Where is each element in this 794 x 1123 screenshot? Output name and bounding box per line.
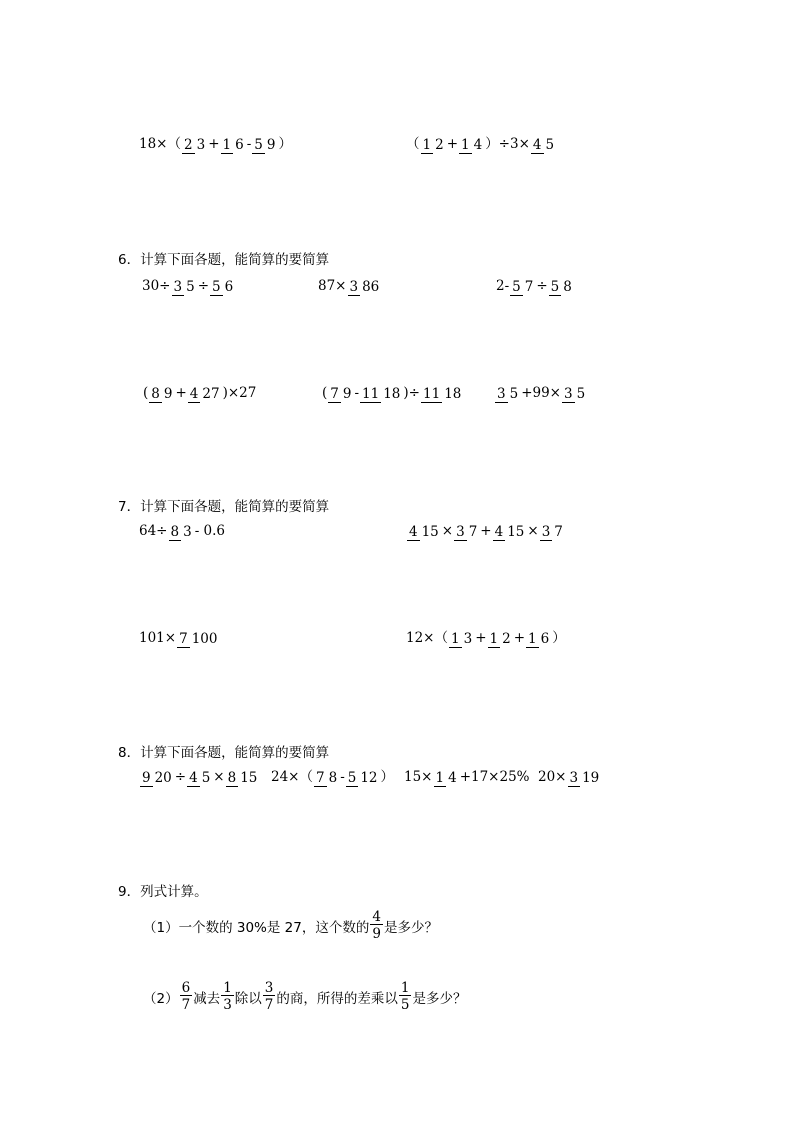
- fraction: [149, 387, 174, 401]
- fraction: [180, 981, 193, 1012]
- expr-text: )×27: [222, 385, 257, 402]
- question-text: （1）一个数的 30%是 27，这个数的: [143, 919, 370, 936]
- numerator: 3: [497, 386, 506, 402]
- denominator: 8: [328, 770, 338, 786]
- numerator: 1: [461, 137, 470, 153]
- denominator: 9: [372, 926, 381, 943]
- fraction: [226, 771, 260, 785]
- problem-6-d: [143, 387, 256, 401]
- fraction: [328, 387, 353, 401]
- numerator: 5: [512, 279, 521, 295]
- problem-6-a: [142, 280, 236, 294]
- question-9-2: [143, 981, 466, 1012]
- fraction: [169, 525, 194, 539]
- denominator: 4: [448, 770, 457, 786]
- fraction: [488, 632, 513, 646]
- denominator: 4: [473, 137, 483, 153]
- fraction: [540, 525, 565, 539]
- denominator: 27: [202, 386, 220, 402]
- expr-text: (: [322, 385, 328, 402]
- fraction: [449, 632, 474, 646]
- denominator: 18: [444, 386, 462, 402]
- denominator: 5: [186, 279, 195, 295]
- expr-text: -: [246, 136, 252, 153]
- fraction: [182, 138, 207, 152]
- denominator: 9: [163, 386, 173, 402]
- denominator: 7: [181, 997, 191, 1014]
- fraction: [510, 280, 535, 294]
- numerator: 2: [184, 137, 193, 153]
- numerator: 4: [189, 770, 198, 786]
- expr-text: ）: [552, 630, 566, 647]
- expr-text: ×: [527, 523, 539, 540]
- denominator: 86: [362, 279, 380, 295]
- problem-5-b: [406, 138, 557, 152]
- expr-text: )÷: [403, 385, 420, 402]
- numerator: 6: [181, 980, 191, 996]
- problem-6-f: [494, 387, 588, 401]
- numerator: 4: [494, 524, 504, 540]
- denominator: 2: [502, 631, 511, 647]
- numerator: 1: [435, 770, 445, 786]
- denominator: 5: [545, 137, 555, 153]
- problem-7-d: [406, 632, 566, 646]
- numerator: 7: [179, 631, 188, 647]
- numerator: 9: [142, 770, 151, 786]
- expr-text: ÷: [197, 278, 209, 295]
- denominator: 100: [191, 631, 218, 647]
- expr-text: +99×: [521, 385, 561, 402]
- expr-text: 18×（: [139, 136, 181, 153]
- problem-8-c: [404, 771, 530, 785]
- denominator: 2: [435, 137, 444, 153]
- denominator: 5: [201, 770, 211, 786]
- numerator: 3: [456, 524, 465, 540]
- problem-8-d: [538, 771, 602, 785]
- expr-text: 12×（: [406, 630, 448, 647]
- expr-text: ）: [278, 136, 292, 153]
- expr-text: ）: [380, 769, 395, 786]
- question-text: 除以: [234, 990, 262, 1007]
- numerator: 3: [264, 980, 274, 996]
- numerator: 8: [151, 386, 160, 402]
- expr-text: ÷: [536, 278, 548, 295]
- section-9-heading: 9．列式计算。: [118, 884, 208, 900]
- expr-text: +17×25%: [459, 769, 530, 786]
- denominator: 3: [196, 137, 206, 153]
- fraction: [421, 138, 446, 152]
- problem-8-b: [271, 771, 394, 785]
- question-text: 是多少？: [383, 919, 438, 936]
- fraction: [252, 138, 277, 152]
- numerator: 5: [212, 279, 221, 295]
- fraction: [177, 632, 219, 646]
- expr-text: 87×: [318, 278, 347, 295]
- denominator: 7: [264, 997, 274, 1014]
- numerator: 11: [362, 386, 380, 402]
- section-7-heading: 7．计算下面各题，能简算的要简算: [118, 499, 330, 515]
- numerator: 4: [372, 909, 381, 925]
- fraction: [495, 387, 520, 401]
- expr-text: +: [446, 136, 458, 153]
- denominator: 6: [224, 279, 234, 295]
- expr-text: +: [175, 385, 187, 402]
- denominator: 18: [383, 386, 401, 402]
- numerator: 1: [489, 631, 499, 647]
- fraction: [459, 138, 484, 152]
- expr-text: - 0.6: [194, 523, 226, 540]
- problem-6-c: [496, 280, 575, 294]
- denominator: 19: [582, 770, 600, 786]
- problem-8-a: [139, 771, 260, 785]
- numerator: 1: [451, 631, 460, 647]
- denominator: 8: [563, 279, 572, 295]
- fraction: [221, 138, 246, 152]
- numerator: 7: [316, 770, 325, 786]
- problem-5-a: [139, 138, 292, 152]
- denominator: 9: [266, 137, 276, 153]
- expr-text: 64÷: [139, 523, 168, 540]
- denominator: 3: [183, 524, 192, 540]
- denominator: 6: [235, 137, 244, 153]
- numerator: 7: [330, 386, 339, 402]
- fraction: [454, 525, 479, 539]
- numerator: 3: [569, 770, 579, 786]
- expr-text: +: [513, 630, 525, 647]
- expr-text: +: [475, 630, 487, 647]
- expr-text: ×: [213, 769, 225, 786]
- fraction: [172, 280, 197, 294]
- question-text: （2）: [143, 990, 179, 1007]
- numerator: 3: [173, 279, 183, 295]
- fraction: [526, 632, 551, 646]
- fraction: [434, 771, 459, 785]
- fraction: [493, 525, 527, 539]
- numerator: 1: [222, 137, 232, 153]
- section-6-heading: 6．计算下面各题，能简算的要简算: [118, 252, 330, 268]
- question-text: 是多少？: [412, 990, 467, 1007]
- expr-text: (: [143, 385, 149, 402]
- expr-text: +: [208, 136, 220, 153]
- fraction: [263, 981, 276, 1012]
- numerator: 4: [189, 386, 199, 402]
- fraction: [549, 280, 574, 294]
- numerator: 5: [550, 279, 560, 295]
- problem-7-b: [406, 525, 566, 539]
- numerator: 11: [423, 386, 441, 402]
- question-text: 减去: [193, 990, 221, 1007]
- denominator: 7: [468, 524, 478, 540]
- fraction: [210, 280, 235, 294]
- fraction: [399, 981, 412, 1012]
- fraction: [221, 981, 234, 1012]
- fraction: [140, 771, 174, 785]
- numerator: 1: [528, 631, 537, 647]
- fraction: [348, 280, 382, 294]
- problem-7-c: [139, 632, 220, 646]
- expr-text: 24×（: [271, 769, 313, 786]
- fraction: [531, 138, 556, 152]
- numerator: 3: [541, 524, 551, 540]
- expr-text: 2-: [496, 278, 510, 295]
- numerator: 3: [349, 279, 359, 295]
- denominator: 20: [154, 770, 172, 786]
- expr-text: -: [340, 769, 345, 786]
- expr-text: 101×: [139, 630, 177, 647]
- denominator: 5: [509, 386, 519, 402]
- fraction: [188, 387, 222, 401]
- numerator: 1: [422, 137, 432, 153]
- expr-text: ×: [441, 523, 454, 540]
- denominator: 7: [554, 524, 563, 540]
- fraction: [187, 771, 212, 785]
- fraction: [421, 387, 463, 401]
- expr-text: 30÷: [142, 278, 171, 295]
- denominator: 5: [400, 997, 410, 1014]
- denominator: 15: [240, 770, 258, 786]
- numerator: 8: [227, 770, 237, 786]
- expr-text: 15×: [404, 769, 433, 786]
- numerator: 1: [223, 980, 232, 996]
- denominator: 9: [342, 386, 352, 402]
- problem-6-b: [318, 280, 382, 294]
- denominator: 5: [576, 386, 586, 402]
- fraction: [562, 387, 587, 401]
- expr-text: +: [480, 523, 492, 540]
- problem-7-a: [139, 525, 225, 539]
- denominator: 6: [540, 631, 550, 647]
- problem-6-e: [322, 387, 464, 401]
- expr-text: ）÷3×: [485, 136, 530, 153]
- fraction: [568, 771, 602, 785]
- section-8-heading: 8．计算下面各题，能简算的要简算: [118, 745, 330, 761]
- denominator: 15: [507, 524, 525, 540]
- denominator: 12: [360, 770, 378, 786]
- fraction: [346, 771, 380, 785]
- numerator: 5: [347, 770, 357, 786]
- numerator: 1: [400, 980, 410, 996]
- fraction: [360, 387, 402, 401]
- question-9-1: [143, 910, 438, 941]
- denominator: 3: [223, 997, 232, 1014]
- fraction: [370, 910, 383, 941]
- denominator: 3: [463, 631, 473, 647]
- numerator: 8: [170, 524, 180, 540]
- fraction: [407, 525, 441, 539]
- denominator: 7: [524, 279, 534, 295]
- denominator: 15: [421, 524, 439, 540]
- numerator: 5: [254, 137, 263, 153]
- expr-text: ÷: [174, 769, 187, 786]
- expr-text: -: [354, 385, 360, 402]
- expr-text: （: [406, 136, 420, 153]
- numerator: 4: [532, 137, 542, 153]
- numerator: 4: [409, 524, 418, 540]
- fraction: [314, 771, 339, 785]
- numerator: 3: [564, 386, 573, 402]
- expr-text: 20×: [538, 769, 567, 786]
- question-text: 的商，所得的差乘以: [276, 990, 398, 1007]
